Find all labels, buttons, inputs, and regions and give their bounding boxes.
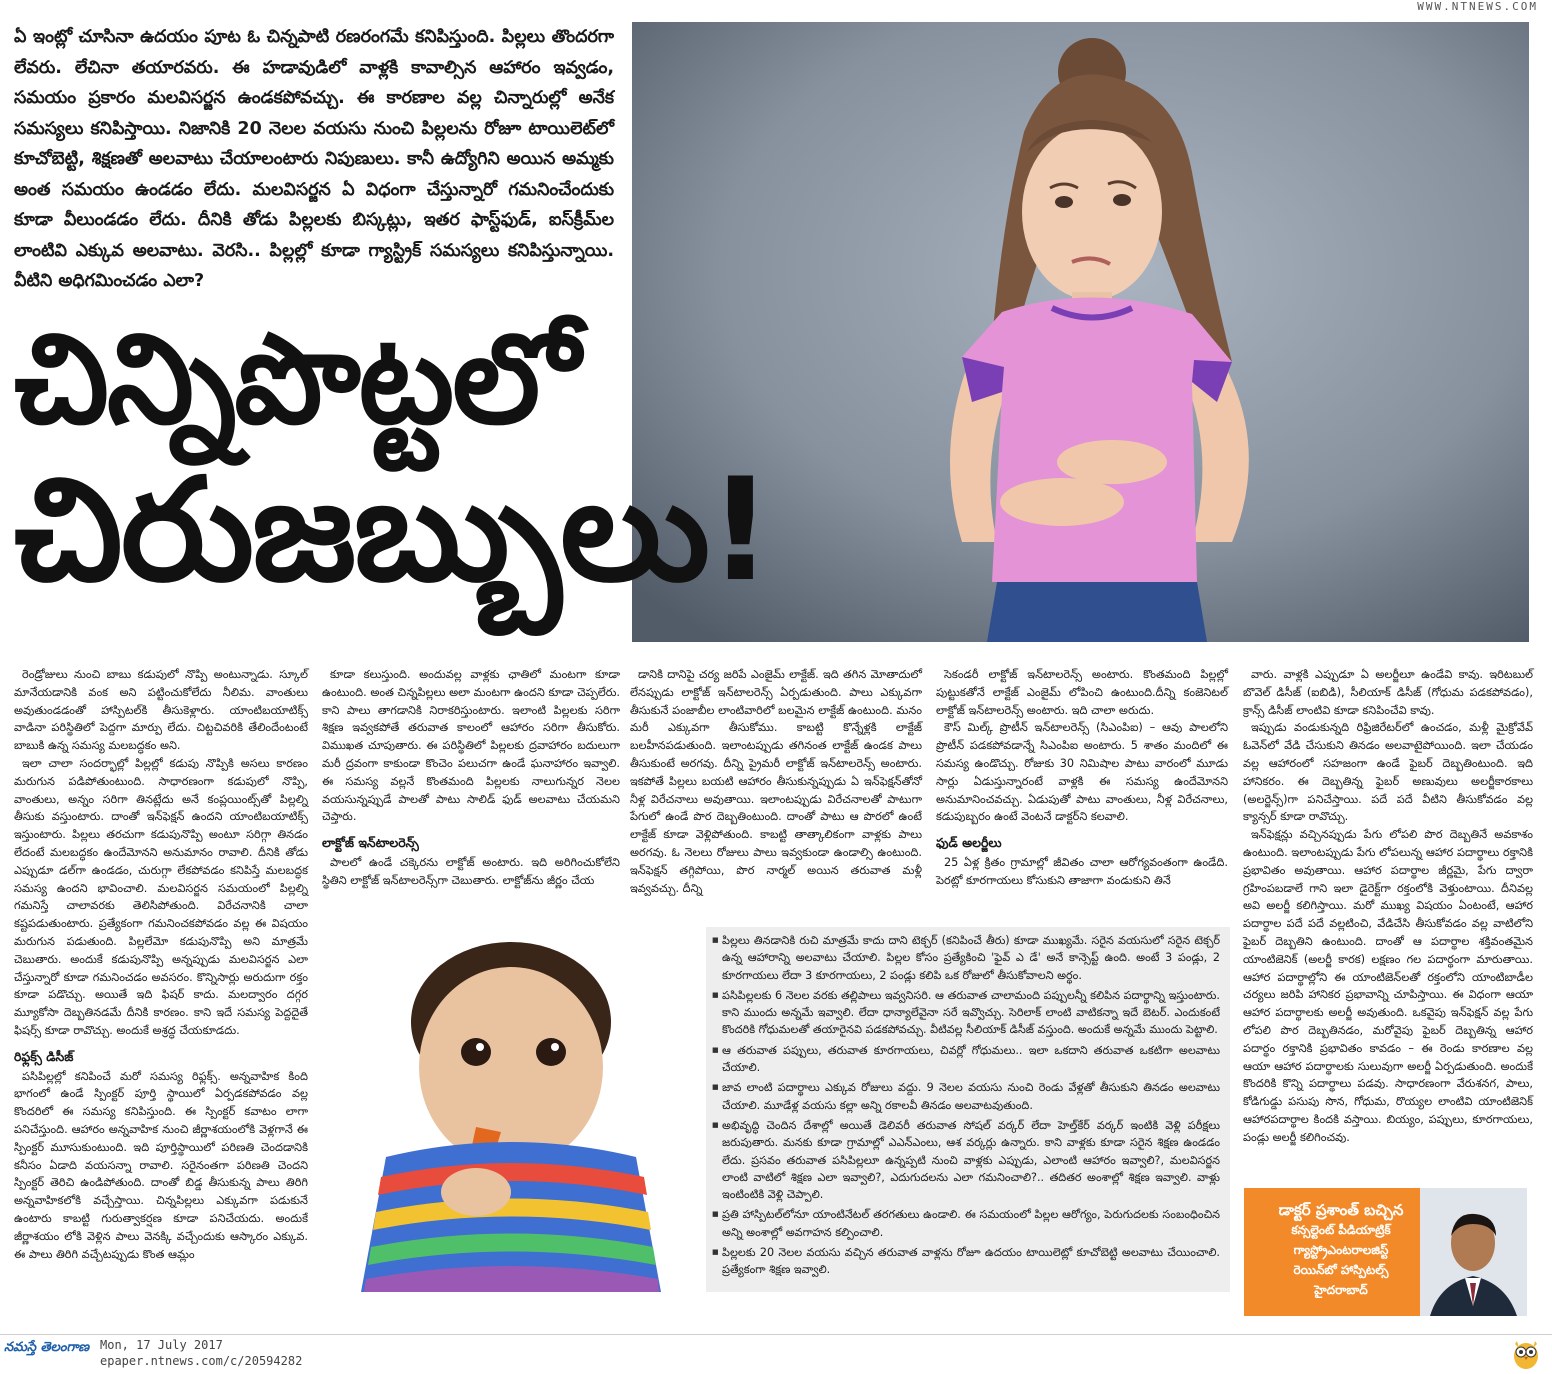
edition-date: Mon, 17 July 2017 [100, 1338, 223, 1352]
author-name: డాక్టర్ ప్రశాంత్ బచ్చిన [1278, 1201, 1404, 1219]
article-column-3 [630, 666, 922, 897]
owl-icon [1512, 1338, 1540, 1370]
paragraph: రెండ్రోజులు నుంచి బాబు కడుపులో నొప్పి అంటున్నాడు. స్కూల్ మానేయడానికి వంక అని పట్టించుకోలేదు నీలిమ. వాంతులు అవుతుండడంతో హాస్పిటల్‌కి తీసుకెళ్లారు. యాంటిబయాటిక్స్ వాడినా పరిస్థితిలో పెద్దగా మార్పు లేదు. చిట్టచివరికి తేలిందేంటంటే బాబుకి ఉన్న సమస్య మలబద్ధకం అని. [14, 668, 308, 753]
author-hospital: రెయిన్‌బో హాస్పిటల్స్ [1293, 1263, 1389, 1277]
article-column-2 [322, 666, 620, 890]
tip-item: ■ పిల్లలకు 20 నెలల వయసు వచ్చిన తరువాత వాళ్లను రోజూ ఉదయం టాయిలెట్లో కూచోబెట్టి అలవాటు చేయించాలి. ప్రత్యేకంగా శిక్షణ ఇవ్వాలి. [712, 1244, 1220, 1279]
paragraph: వారు. వాళ్లకి ఎప్పుడూ ఏ అలర్జీలూ ఉండేవి కావు. ఇరిటబుల్ బొవెల్ డిసీజ్ (ఐబిడి), సీలియాక్ డిసీజ్ (గోధుమ పడకపోవడం), క్రాన్స్ డిసీజ్ లాంటివి కూడా కనిపించేవి కావు. [1243, 668, 1533, 717]
article-column-4 [936, 666, 1228, 890]
striped-hoodie [361, 1142, 661, 1292]
newspaper-logo: నమస్తే తెలంగాణ [4, 1340, 90, 1355]
intro-paragraph: ఏ ఇంట్లో చూసినా ఉదయం పూట ఓ చిన్నపాటి రణరంగమే కనిపిస్తుంది. పిల్లలు తొందరగా లేవరు. లేచినా తయారవరు. ఈ హడావుడిలో వాళ్లకి కావాల్సిన ఆహారం ఇవ్వడం, సమయం ప్రకారం మలవిసర్జన ఉండకపోవచ్చు. ఈ కారణాల వల్ల చిన్నారుల్లో అనేక సమస్యలు కనిపిస్తాయి. నిజానికి 20 నెలల వయసు నుంచి పిల్లలను రోజూ టాయిలెట్‌లో కూచోబెట్టి, శిక్షణతో అలవాటు చేయాలంటారు నిపుణులు. కానీ ఉద్యోగిని అయిన అమ్మకు అంత సమయం ఉండడం లేదు. మలవిసర్జన ఏ విధంగా చేస్తున్నారో గమనించేందుకు కూడా వీలుండడం లేదు. దీనికి తోడు పిల్లలకు బిస్కట్లు, ఇతర ఫాస్ట్‌ఫుడ్, ఐస్‌క్రీమ్‌ల లాంటివి ఎక్కువ అలవాటు. వెరసి.. పిల్లల్లో కూడా గ్యాస్ట్రిక్ సమస్యలు కనిపిస్తున్నాయి. వీటిని అధిగమించడం ఎలా? [14, 27, 614, 291]
article-column-1 [14, 666, 308, 1263]
subheading: లాక్టోజ్ ఇన్‌టాలరెన్స్ [322, 835, 419, 851]
author-portrait [1420, 1188, 1527, 1316]
author-designation: కన్సల్టెంట్ పీడియాట్రిక్ గ్యాస్ట్రోఎంటరాలజిస్ట్ [1291, 1223, 1391, 1257]
article-column-5 [1243, 666, 1533, 1147]
subheading: రిఫ్లక్స్ డిసీజ్ [14, 1048, 74, 1064]
author-city: హైదరాబాద్ [1314, 1283, 1368, 1297]
footer-info [100, 1337, 302, 1369]
tip-item: ■ పిల్లలు తినడానికి రుచి మాత్రమే కాదు దాని టెక్చర్ (కనిపించే తీరు) కూడా ముఖ్యమే. సరైన వయసులో సరైన టెక్చర్ ఉన్న ఆహారాన్ని అలవాటు చేయాలి. పిల్లల కోసం ప్రత్యేకించి 'ఫైవ్ ఎ డే' అనే కాన్సెప్ట్ ఉంది. అంటే 3 పండ్లు, 2 కూరగాయలు లేదా 3 కూరగాయలు, 2 పండ్లు కలిపి ఒక రోజులో తీసుకోవాలని అర్థం. [712, 932, 1220, 984]
headline-line2: చిరుజబ్బులు! [14, 448, 771, 613]
paragraph: ఇలా చాలా సందర్భాల్లో పిల్లల్లో కడుపు నొప్పికి అసలు కారణం మరుగున పడిపోతుంటుంది. సాధారణంగా కడుపులో నొప్పి, వాంతులు, అన్నం సరిగా తినట్లేదు అనే కంప్లయింట్స్‌తో పిల్లల్ని తీసుకు వస్తుంటారు. దాంతో ఇన్‌ఫెక్షన్ ఉందని యాంటిబయాటిక్స్ ఇస్తుంటారు. పిల్లలు తరచుగా కడుపునొప్పి అంటూ సరిగ్గా తినడం లేదంటే మలబద్ధకం ఉందేమోనని అనుమానం రావాలి. దీనికి తోడు ఎప్పుడూ డల్‌గా ఉండడం, చురుగ్గా లేకపోవడం కనిపిస్తే మలబద్ధక సమస్య ఉందని భావించాలి. మలవిసర్జన సమయంలో పిల్లల్ని గమనిస్తే చాలావరకు తెలిసిపోతుంది. విరేచనానికి చాలా కష్టపడుతుంటారు. ప్రత్యేకంగా గమనించకపోవడం వల్ల ఈ విషయం మరుగున పడుతుంది. పిల్లలేమో కడుపునొప్పి అని మాత్రమే చెబుతారు. అందుకే కడుపునొప్పి అన్నప్పుడు మలవిసర్జన ఎలా చేస్తున్నారో కూడా గమనించడం అవసరం. కొన్నిసార్లు అరుదుగా రక్తం కూడా పడొచ్చు. అయితే ఇది ఫిషర్ కాదు. మలద్వారం దగ్గర మ్యూకోసా దెబ్బతినడమే దీనికి కారణం. కాని ఇదే సమస్య పెద్దదైతే ఫిషర్స్ కూడా రావొచ్చు. అందుకే అశ్రద్ధ చేయకూడదు. [14, 756, 308, 1037]
tip-item: ■ జావ లాంటి పదార్థాలు ఎక్కువ రోజులు వద్దు. 9 నెలల వయసు నుంచి రెండు వేళ్లతో తీసుకుని తినడం అలవాటు చేయాలి. మూడేళ్ల వయసు కల్లా అన్ని రకాలవీ తినడం అలవాటవుతుంది. [712, 1079, 1220, 1114]
paragraph: పాలలో ఉండే చక్కెరను లాక్టోజ్ అంటారు. ఇది అరిగించుకోలేని స్థితిని లాక్టోజ్ ఇన్‌టాలరెన్స్‌గా చెబుతారు. లాక్టోజ్‌ను జీర్ణం చేయ [322, 855, 620, 887]
headline-line1: చిన్నిపొట్టలో [14, 308, 578, 452]
author-credit [1252, 1200, 1430, 1300]
subheading: ఫుడ్ అలర్జీలు [936, 835, 1002, 851]
tip-item: ■ ఆ తరువాత పప్పులు, తరువాత కూరగాయలు, చివర్లో గోధుమలు.. ఇలా ఒకదాని తరువాత ఒకటిగా అలవాటు చేయాలి. [712, 1042, 1220, 1077]
tip-item: ■ ప్రతి హాస్పిటల్‌లోనూ యాంటినేటల్ తరగతులు ఉండాలి. ఈ సమయంలో పిల్లల ఆరోగ్యం, పెరుగుదలకు సంబంధించిన అన్ని అంశాల్లో అవగాహన కల్పించాలి. [712, 1206, 1220, 1241]
tip-item: ■ అభివృద్ధి చెందిన దేశాల్లో అయితే డెలివరీ తరువాత సోషల్ వర్కర్ లేదా హెల్త్‌కేర్ వర్కర్ ఇంటికి వెళ్లి పరీక్షలు జరుపుతారు. మనకు కూడా గ్రామాల్లో ఎఎన్ఎంలు, ఆశ వర్కర్లు ఉన్నారు. కాని వాళ్లకు కూడా సరైన శిక్షణ ఉండడం లేదు. ప్రసవం తరువాత పసిపిల్లలూ ఉన్నప్పటి నుంచి వాళ్లకు ఎప్పుడు, ఎలాంటి ఆహారం ఇవ్వాలి?, మలవిసర్జన లాంటి వాటిలో శిక్షణ ఎలా ఇవ్వాలి?, ఎదుగుదలను ఎలా గమనించాలి?.. తదితర అంశాల్లో శిక్షణ ఇవ్వాలి. వాళ్లు ఇంటింటికి వెళ్లి చెప్పాలి. [712, 1117, 1220, 1203]
footer-divider [0, 1334, 1552, 1335]
author-photo [1420, 1188, 1527, 1316]
headline [14, 308, 834, 613]
paragraph: సెకండరీ లాక్టోజ్ ఇన్‌టాలరెన్స్ అంటారు. కొంతమంది పిల్లల్లో పుట్టుకతోనే లాక్టేజ్ ఎంజైమ్ లోపించి ఉంటుంది.దీన్ని కంజెనిటల్ లాక్టోజ్ ఇన్‌టాలరెన్స్ అంటారు. ఇది చాలా అరుదు. [936, 668, 1228, 717]
paragraph: డానికి దానిపై చర్య జరిపే ఎంజైమ్ లాక్టేజ్. ఇది తగిన మోతాదులో లేనప్పుడు లాక్టోజ్ ఇన్‌టాలరెన్స్ ఏర్పడుతుంది. పాలు ఎక్కువగా తీసుకునే పంజాబీల లాంటివారిలో బలమైన లాక్టేజ్ ఉంటుంది. మనం మరీ ఎక్కువగా తీసుకోము. కాబట్టి కొన్నేళ్లకి లాక్టేజ్ బలహీనపడుతుంది. ఇలాంటప్పుడు తగినంత లాక్టేజ్ ఉండక పాలు తీసుకుంటే అరగవు. దీన్ని ప్రైమరీ లాక్టోజ్ ఇన్‌టాలరెన్స్ అంటారు. ఇకపోతే పిల్లలు బయటి ఆహారం తీసుకున్నప్పుడు ఏ ఇన్‌ఫెక్షన్‌తోనో నీళ్ల విరేచనాలు అవుతాయి. ఇలాంటప్పుడు విరేచనాలతో పాటుగా పేగులో ఉండే పొర దెబ్బతింటుంది. దాంతో పాటు ఆ పొరలో ఉంటే లాక్టేజ్ కూడా వెళ్లిపోతుంది. కాబట్టి తాత్కాలికంగా వాళ్లకు పాలు అరగవు. ఓ నెలలు రోజులు పాలు ఇవ్వకుండా ఉండాల్సి ఉంటుంది. ఇన్‌ఫెక్షన్ తగ్గిపోయి, పొర నార్మల్ అయిన తరువాత మళ్లీ ఇవ్వవచ్చు. దీన్ని [630, 668, 922, 895]
site-url: WWW.NTNEWS.COM [1417, 0, 1538, 13]
baby-photo [326, 927, 706, 1292]
paragraph: కౌస్ మిల్క్ ప్రొటీన్ ఇన్‌టాలరెన్స్ (సిఎంపిఐ) – ఆవు పాలలోని ప్రొటీన్ పడకపోవడాన్నే సిఎంపిఐ అంటారు. 5 శాతం మందిలో ఈ సమస్య ఉండొచ్చు. రోజుకు 30 నిమిషాల పాటు వారంలో మూడు సార్లు ఏడుస్తున్నారంటే వాళ్లకి ఈ సమస్య ఉందేమోనని అనుమానించవచ్చు. ఏడుపుతో పాటు వాంతులు, నీళ్ల విరేచనాలు, కడుపుబ్బరం ఉంటే వెంటనే డాక్టర్‌ని కలవాలి. [936, 721, 1228, 824]
paragraph: కూడా కలుస్తుంది. అందువల్ల వాళ్లకు ఛాతిలో మంటగా కూడా ఉంటుంది. అంత చిన్నపిల్లలు అలా మంటగా ఉందని కూడా చెప్పలేరు. కాని పాలు తాగడానికి నిరాకరిస్తుంటారు. ఇలాంటి పిల్లలకు సరిగా శిక్షణ ఇవ్వకపోతే తరువాత కాలంలో ఆహారం సరిగా తీసుకోరు. విముఖత చూపుతారు. ఈ పరిస్థితిలో పిల్లలకు ద్రవాహారం బదులుగా మరీ ద్రవంగా కాకుండా కొంచెం పలుచగా ఉండే ఘనాహారం ఇవ్వాలి. ఈ సమస్య వల్లనే కొంతమంది పిల్లలకు నాలుగున్నర నెలల వయసున్నప్పుడే పాలతో పాటు సాలిడ్ ఫుడ్ అలవాటు చేయమని చెప్తారు. [322, 668, 620, 824]
baby-illustration [326, 927, 706, 1292]
paragraph: ఇన్‌ఫెక్షన్లు వచ్చినప్పుడు పేగు లోపలి పొర దెబ్బతినే అవకాశం ఉంటుంది. ఇలాంటప్పుడు పేగు లోపలున్న ఆహార పదార్థాలు రక్తానికి ప్రభావితం అవుతాయి. ఆహార పదార్థాల జీర్ణమై, పేగు ద్వారా గ్రహింపబడాలే గాని ఇలా డైరెక్ట్‌గా రక్తంలోకి వెళ్తుంటాయి. దీనివల్ల అవి అలర్జీ కలిగిస్తాయి. మరో ముఖ్య విషయం ఏంటంటే, ఆహార పదార్థాల పదే పదే వల్లటించి, వేడిచేసి తీసుకోవడం వల్ల వాటిలోని ఫైబర్ దెబ్బతిని ఉంటుంది. దాంతో ఆ పదార్థాల శక్తివంతమైన యాంటిజెనిక్ (అలర్జీ కారక) లక్షణం గల పదార్థంగా మారుతాయి. ఆహార పదార్థాల్లోని ఈ యాంటిజెన్‌లతో రక్తంలోని యాంటిబాడీల చర్యలు జరిపి హానికర ప్రభావాన్ని చూపిస్తాయి. ఈ విధంగా ఆయా ఆహార పదార్థాలకు అలర్జీ అవుతుంది. ఒకవైపు ఇన్‌ఫెక్షన్ వల్ల పేగు లోపలి పొర దెబ్బతినడం, మరోవైపు ఫైబర్ దెబ్బతిన్న ఆహార పదార్థం రక్తానికి ప్రభావితం కావడం – ఈ రెండు కారణాల వల్ల ఆయా ఆహార పదార్థాలకు సులువుగా అలర్జీ ఏర్పడుతుంది. అందుకే కొందరికి కొన్ని పదార్థాలు పడవు. సాధారణంగా వేరుశనగ, పాలు, కోడిగుడ్డు పసుపు సొన, గోధుమ, రొయ్యల లాంటివి యాంటిజెనిక్ ఆహారపదార్థాల కిందకి వస్తాయి. బియ్యం, పప్పులు, కూరగాయలు, పండ్లు అలర్జీ కలిగించవు. [1243, 828, 1533, 1144]
tip-item: ■ పసిపిల్లలకు 6 నెలల వరకు తల్లిపాలు ఇవ్వనిసరి. ఆ తరువాత చాలామంది పప్పులన్నీ కలిపిన పదార్థాన్ని ఇస్తుంటారు. కాని ముందు అన్నమే ఇవ్వాలి. లేదా ధాన్యాలేవైనా సరే ఇవ్వొచ్చు. సెరిలాక్ లాంటి వాటికన్నా ఇదే బెటర్. ఎందుకంటే కొందరికి గోధుమలతో తయారైనవి పడకపోవచ్చు. వీటివల్ల సీలియాక్ డిసీజ్ వస్తుంది. అందుకే అన్నమే ముందు పెట్టాలి. [712, 987, 1220, 1039]
paragraph: పసిపిల్లల్లో కనిపించే మరో సమస్య రిఫ్లక్స్. అన్నవాహిక కింది భాగంలో ఉండే స్పింక్టర్ పూర్తి స్థాయిలో ఏర్పడకపోవడం వల్ల కొందరిలో ఈ సమస్య కనిపిస్తుంది. ఈ స్పింక్టర్ కవాటం లాగా పనిచేస్తుంది. ఆహారం అన్నవాహిక నుంచి జీర్ణాశయంలోకి వెళ్లగానే ఈ స్పింక్టర్ మూసుకుంటుంది. ఇది పూర్తిస్థాయిలో పరిణతి చెందడానికి కనీసం ఏడాది వయసన్నా రావాలి. సరైనంతగా పరిణతి చెందని స్పింక్టర్ తెరిచి ఉండిపోతుంది. దాంతో బిడ్డ తీసుకున్న పాలు తిరిగి అన్నవాహికలోకి వచ్చేస్తాయి. చిన్నపిల్లలు ఎక్కువగా పడుకునే ఉంటారు కాబట్టి గురుత్వాకర్షణ కూడా పనిచేయదు. అందుకే జీర్ణాశయం లోకి వెళ్లిన పాలు వెనక్కి వచ్చేందుకు ఆస్కారం ఎక్కువ. ఈ పాలు తిరిగి వచ్చేటప్పుడు కొంత ఆమ్లం [14, 1069, 308, 1261]
paragraph: 25 ఏళ్ల క్రితం గ్రామాల్లో జీవితం చాలా ఆరోగ్యవంతంగా ఉండేది. పెరట్లో కూరగాయలు కోసుకుని తాజాగా వండుకుని తినే [936, 855, 1228, 887]
epaper-link[interactable]: epaper.ntnews.com/c/20594282 [100, 1354, 303, 1368]
tips-list [712, 932, 1220, 1282]
paragraph: ఇప్పుడు వండుకున్నది రిఫ్రిజిరేటర్‌లో ఉంచడం, మళ్లీ మైక్రోవేవ్ ఓవెన్‌లో వేడి చేసుకుని తినడం అలవాటైపోయింది. ఇలా చేయడం వల్ల ఆహారంలో సహజంగా ఉండే ఫైబర్ దెబ్బతింటుంది. ఇది హానికరం. ఈ దెబ్బతిన్న ఫైబర్ అణువులు అలర్జీకారకాలు (అలర్జెన్స్)గా పనిచేస్తాయి. పదే పదే వీటిని తీసుకోవడం వల్ల క్యాన్సర్ కూడా రావొచ్చు. [1243, 721, 1533, 824]
